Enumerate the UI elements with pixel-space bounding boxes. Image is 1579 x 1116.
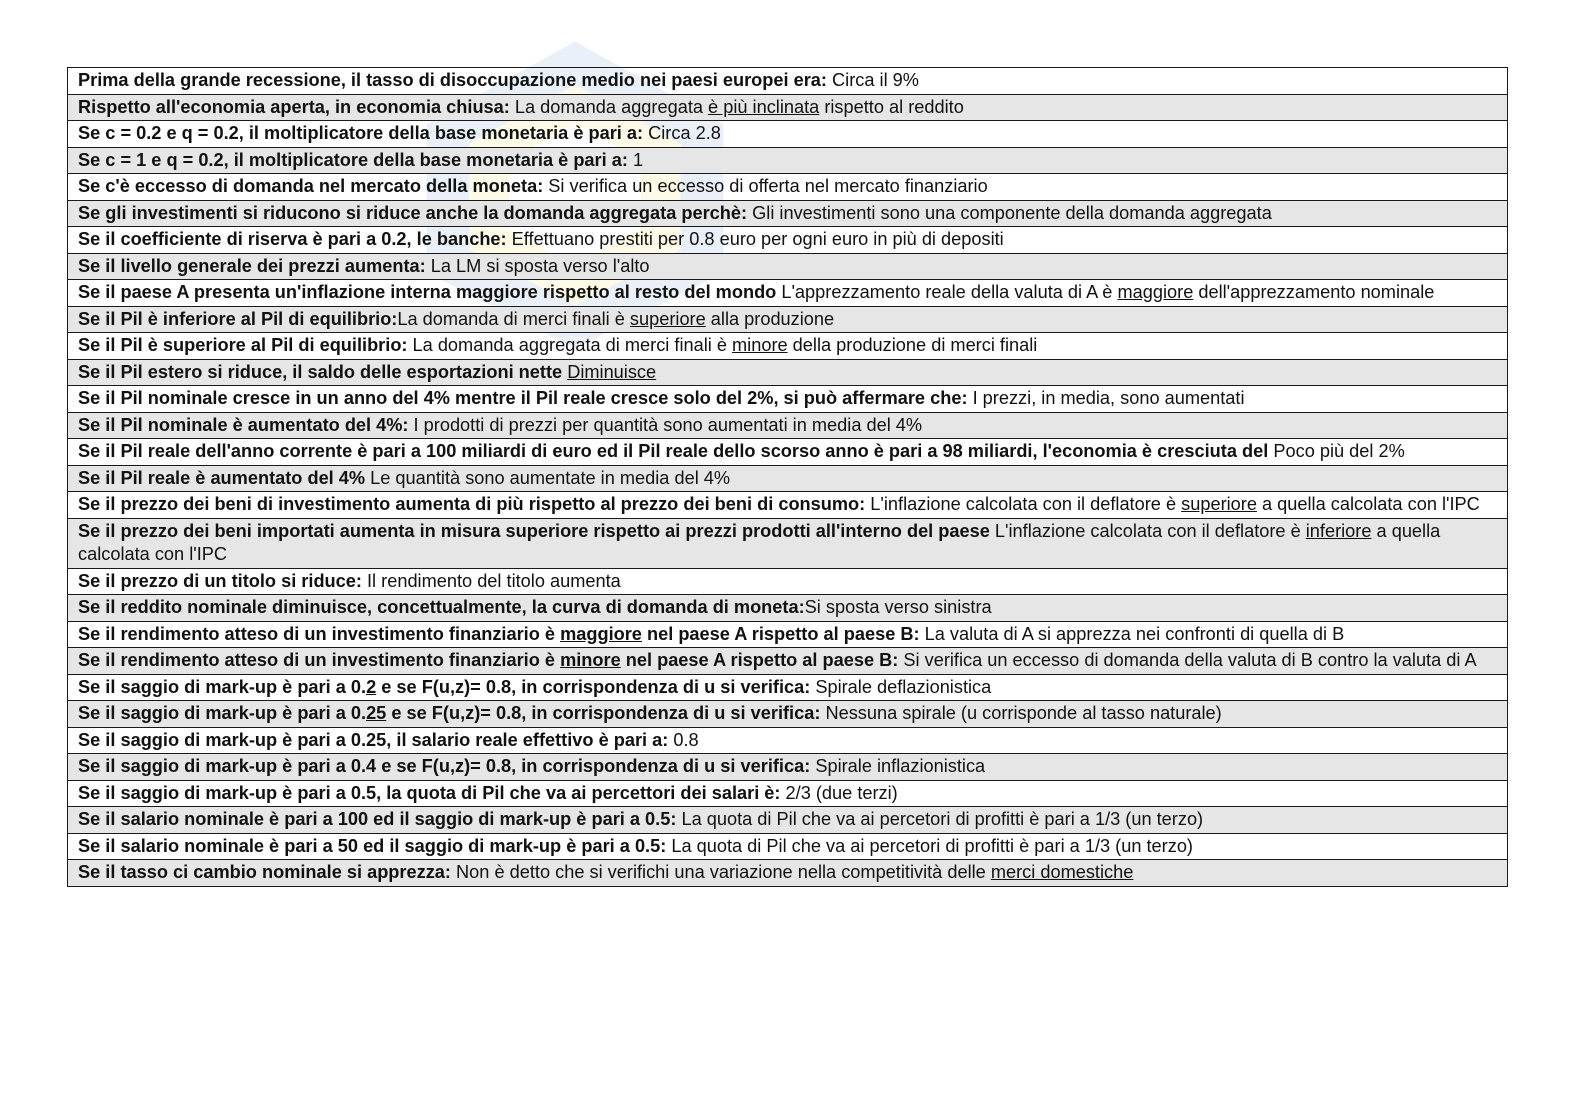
question-text: Se il rendimento atteso di un investimento finanziario è <box>78 623 561 644</box>
table-row <box>68 68 1508 95</box>
table-row <box>68 595 1508 622</box>
question-text: Se il Pil reale dell'anno corrente è pari a 100 miliardi di euro ed il Pil reale dello scorso anno è pari a 98 miliardi, l'economia è cresciuta del <box>78 441 1269 461</box>
table-row <box>68 227 1508 254</box>
answer-text: L'inflazione calcolata con il deflatore è <box>865 494 1182 514</box>
question-text: Se il saggio di mark-up è pari a 0.5, la quota di Pil che va ai percettori dei salari è: <box>78 782 781 803</box>
question-text: Prima della grande recessione, il tasso di disoccupazione medio nei paesi europei era: <box>78 70 827 90</box>
answer-text: Poco più del 2% <box>1268 441 1405 461</box>
table-row <box>68 253 1508 280</box>
qa-table <box>67 67 1508 887</box>
answer-text: Effettuano prestiti per 0.8 euro per ogni euro in più di depositi <box>506 229 1004 249</box>
table-cell <box>68 701 1508 728</box>
question-text: e se F(u,z)= 0.8, in corrispondenza di u si verifica: <box>386 703 821 723</box>
answer-text: alla produzione <box>705 308 835 329</box>
table-cell <box>68 807 1508 834</box>
table-row <box>68 94 1508 121</box>
table-row <box>68 621 1508 648</box>
table-row <box>68 280 1508 307</box>
table-cell <box>68 174 1508 201</box>
answer-text: rispetto al reddito <box>819 96 964 117</box>
answer-text: I prezzi, in media, sono aumentati <box>967 388 1245 408</box>
table-cell <box>68 412 1508 439</box>
table-cell <box>68 306 1508 333</box>
table-cell <box>68 595 1508 622</box>
answer-text: Spirale inflazionistica <box>810 756 986 776</box>
answer-text: L'inflazione calcolata con il deflatore è <box>989 520 1306 541</box>
table-row <box>68 568 1508 595</box>
question-text: Se il salario nominale è pari a 100 ed il saggio di mark-up è pari a 0.5: <box>78 809 677 829</box>
question-text: Se il Pil nominale è aumentato del 4%: <box>78 414 409 435</box>
question-text: Se il Pil estero si riduce, il saldo delle esportazioni nette <box>78 361 563 382</box>
answer-text: Nessuna spirale (u corrisponde al tasso naturale) <box>820 703 1222 723</box>
answer-emphasis: è più inclinata <box>708 96 820 117</box>
answer-text: La LM si sposta verso l'alto <box>425 255 650 276</box>
answer-emphasis: superiore <box>629 308 706 329</box>
table-cell <box>68 333 1508 360</box>
answer-emphasis: maggiore <box>1117 282 1194 302</box>
answer-text: L'apprezzamento reale della valuta di A è <box>776 282 1118 302</box>
table-cell <box>68 147 1508 174</box>
answer-text: della produzione di merci finali <box>787 335 1038 355</box>
qa-table-body <box>68 68 1508 887</box>
question-text: Se il saggio di mark-up è pari a 0. <box>78 703 367 723</box>
answer-text: La domanda aggregata di merci finali è <box>407 335 733 355</box>
question-text: Se c = 1 e q = 0.2, il moltiplicatore della base monetaria è pari a: <box>78 149 628 170</box>
table-row <box>68 306 1508 333</box>
answer-text: Circa 2.8 <box>643 123 721 143</box>
question-text: nel paese A rispetto al paese B: <box>620 650 899 670</box>
table-cell <box>68 727 1508 754</box>
table-cell <box>68 465 1508 492</box>
question-text: Se c'è eccesso di domanda nel mercato della moneta: <box>78 176 544 196</box>
question-text: Se il saggio di mark-up è pari a 0.4 e se F(u,z)= 0.8, in corrispondenza di u si verifica: <box>78 756 811 776</box>
answer-text: dell'apprezzamento nominale <box>1193 282 1435 302</box>
table-cell <box>68 121 1508 148</box>
table-row <box>68 807 1508 834</box>
table-row <box>68 333 1508 360</box>
table-cell <box>68 780 1508 807</box>
answer-text: Si verifica un eccesso di domanda della valuta di B contro la valuta di A <box>898 650 1477 670</box>
table-row <box>68 359 1508 386</box>
answer-text: La quota di Pil che va ai percetori di profitti è pari a 1/3 (un terzo) <box>676 809 1204 829</box>
table-cell <box>68 754 1508 781</box>
answer-emphasis: Diminuisce <box>567 361 657 382</box>
question-text: Rispetto all'economia aperta, in economia chiusa: <box>78 96 510 117</box>
table-cell <box>68 492 1508 519</box>
question-text: Se il tasso ci cambio nominale si apprezza: <box>78 862 451 882</box>
answer-text: Gli investimenti sono una componente della domanda aggregata <box>747 202 1272 223</box>
answer-text: 2/3 (due terzi) <box>780 782 898 803</box>
table-row <box>68 412 1508 439</box>
table-row <box>68 465 1508 492</box>
question-text: Se il prezzo di un titolo si riduce: <box>78 570 362 591</box>
question-text: Se il prezzo dei beni importati aumenta in misura superiore rispetto ai prezzi prodotti all'interno del paese <box>78 520 990 541</box>
answer-text: La quota di Pil che va ai percetori di profitti è pari a 1/3 (un terzo) <box>666 835 1193 856</box>
table-row <box>68 174 1508 201</box>
table-cell <box>68 621 1508 648</box>
question-text: nel paese A rispetto al paese B: <box>641 623 920 644</box>
answer-emphasis: merci domestiche <box>990 862 1134 882</box>
question-text: 25 <box>366 703 387 723</box>
question-text: maggiore <box>560 623 642 644</box>
answer-text: Circa il 9% <box>826 70 919 90</box>
answer-text: 1 <box>627 149 644 170</box>
answer-text: La domanda di merci finali è <box>397 308 630 329</box>
table-cell <box>68 518 1508 568</box>
table-row <box>68 492 1508 519</box>
table-row <box>68 121 1508 148</box>
table-cell <box>68 68 1508 95</box>
question-text: Se il livello generale dei prezzi aumenta: <box>78 255 426 276</box>
answer-text: Le quantità sono aumentate in media del 4% <box>365 467 731 488</box>
table-row <box>68 200 1508 227</box>
answer-text: Si sposta verso sinistra <box>804 597 992 617</box>
table-cell <box>68 674 1508 701</box>
answer-text: a quella <box>1371 520 1441 541</box>
question-text: Se il coefficiente di riserva è pari a 0.2, le banche: <box>78 229 507 249</box>
table-cell <box>68 94 1508 121</box>
table-row <box>68 439 1508 466</box>
table-cell <box>68 648 1508 675</box>
table-cell <box>68 386 1508 413</box>
table-row <box>68 780 1508 807</box>
question-text: Se il salario nominale è pari a 50 ed il saggio di mark-up è pari a 0.5: <box>78 835 667 856</box>
question-text: 2 <box>366 676 377 697</box>
answer-text: calcolata con l'IPC <box>78 544 228 564</box>
question-text: Se il saggio di mark-up è pari a 0.25, il salario reale effettivo è pari a: <box>78 729 669 750</box>
answer-emphasis: inferiore <box>1305 520 1372 541</box>
table-row <box>68 648 1508 675</box>
table-cell <box>68 568 1508 595</box>
table-row <box>68 701 1508 728</box>
answer-text: La valuta di A si apprezza nei confronti di quella di B <box>919 623 1345 644</box>
answer-text: Si verifica un eccesso di offerta nel mercato finanziario <box>543 176 988 196</box>
table-cell <box>68 833 1508 860</box>
question-text: Se il Pil è inferiore al Pil di equilibrio: <box>78 308 398 329</box>
answer-text: a quella calcolata con l'IPC <box>1256 494 1480 514</box>
table-row <box>68 518 1508 568</box>
table-row <box>68 833 1508 860</box>
table-cell <box>68 359 1508 386</box>
question-text: minore <box>560 650 621 670</box>
answer-text: 0.8 <box>668 729 699 750</box>
answer-text: La domanda aggregata <box>509 96 709 117</box>
question-text: Se il prezzo dei beni di investimento aumenta di più rispetto al prezzo dei beni di consumo: <box>78 494 866 514</box>
question-text: Se il Pil è superiore al Pil di equilibrio: <box>78 335 408 355</box>
question-text: Se c = 0.2 e q = 0.2, il moltiplicatore della base monetaria è pari a: <box>78 123 644 143</box>
table-row <box>68 754 1508 781</box>
question-text: Se il paese A presenta un'inflazione interna maggiore rispetto al resto del mondo <box>78 282 777 302</box>
table-cell <box>68 227 1508 254</box>
table-row <box>68 674 1508 701</box>
question-text: Se il rendimento atteso di un investimento finanziario è <box>78 650 561 670</box>
question-text: Se gli investimenti si riducono si riduce anche la domanda aggregata perchè: <box>78 202 748 223</box>
answer-emphasis: minore <box>732 335 788 355</box>
table-row <box>68 727 1508 754</box>
answer-text: Non è detto che si verifichi una variazione nella competitività delle <box>450 862 991 882</box>
question-text: Se il saggio di mark-up è pari a 0. <box>78 676 367 697</box>
table-row <box>68 860 1508 887</box>
question-text: Se il Pil nominale cresce in un anno del 4% mentre il Pil reale cresce solo del 2%, si può affermare che: <box>78 388 968 408</box>
table-row <box>68 386 1508 413</box>
table-row <box>68 147 1508 174</box>
answer-emphasis: superiore <box>1181 494 1257 514</box>
table-cell <box>68 860 1508 887</box>
table-cell <box>68 280 1508 307</box>
answer-text: Spirale deflazionistica <box>810 676 992 697</box>
table-cell <box>68 253 1508 280</box>
answer-text: I prodotti di prezzi per quantità sono aumentati in media del 4% <box>408 414 923 435</box>
question-text: Se il reddito nominale diminuisce, concettualmente, la curva di domanda di moneta: <box>78 597 805 617</box>
table-cell <box>68 200 1508 227</box>
table-cell <box>68 439 1508 466</box>
question-text: e se F(u,z)= 0.8, in corrispondenza di u si verifica: <box>376 676 811 697</box>
answer-text: Il rendimento del titolo aumenta <box>361 570 621 591</box>
question-text: Se il Pil reale è aumentato del 4% <box>78 467 366 488</box>
